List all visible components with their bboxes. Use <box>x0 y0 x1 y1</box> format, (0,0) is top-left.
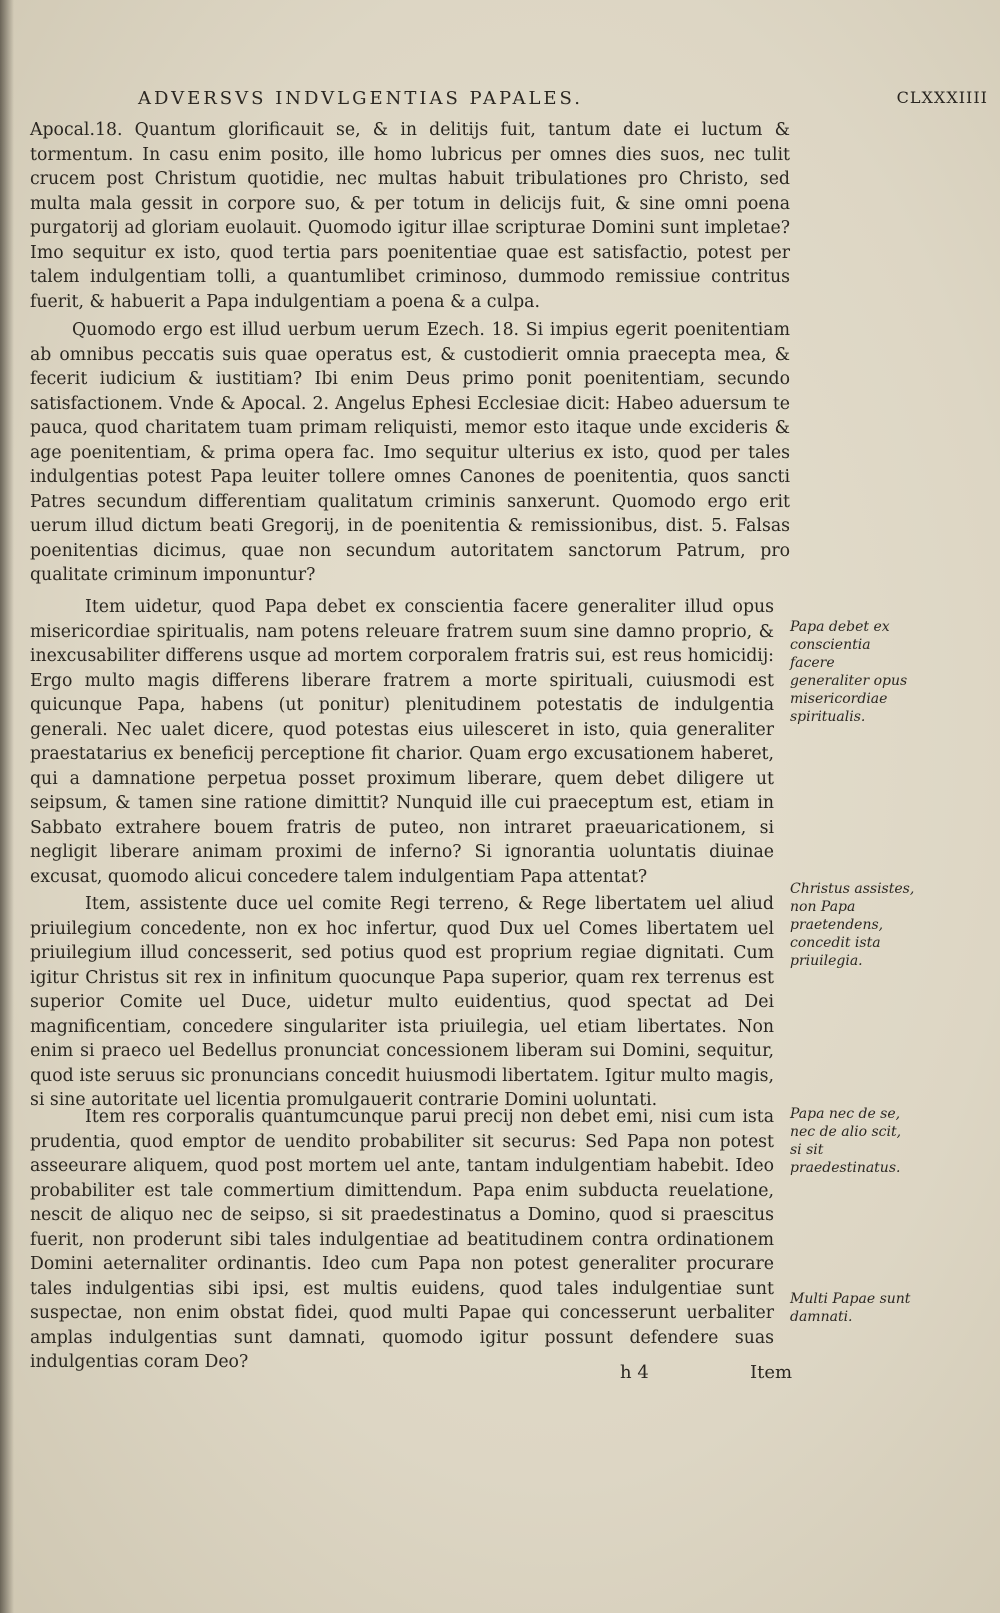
running-head: ADVERSVS INDVLGENTIAS PAPALES. <box>138 88 583 109</box>
page-header <box>138 88 988 116</box>
paragraph-1: Apocal.18. Quantum glorificauit se, & in delitijs fuit, tantum date ei luctum & tormentum. In casu enim posito, ille homo lubricus per omnes dies suos, nec tulit crucem post Christum quotidie, nec multas habuit tribulationes pro Christo, sed multa mala gessit in corpore suo, & per totum in delicijs fuit, & sine omni poena purgatorij ad gloriam euolauit. Quomodo igitur illae scripturae Domini sunt impletae? Imo sequitur ex isto, quod tertia pars poenitentiae quae est satisfactio, potest per talem indulgentiam tolli, a quantumlibet criminoso, dummodo remissiue contritus fuerit, & habuerit a Papa indulgentiam a poena & a culpa. <box>30 120 790 312</box>
binding-shadow <box>0 0 14 1613</box>
folio-number: CLXXXIIII <box>896 88 988 107</box>
catchword: Item <box>750 1362 793 1383</box>
paragraph-2: Quomodo ergo est illud uerbum uerum Ezech. 18. Si impius egerit poenitentiam ab omnibus peccatis suis quae operatus est, & custodierit omnia praecepta mea, & fecerit iudicium & iustitiam? Ibi enim Deus primo ponit poenitentiam, secundo satisfactionem. Vnde & Apocal. 2. Angelus Ephesi Ecclesiae dicit: Habeo aduersum te pauca, quod charitatem tuam primam reliquisti, memor esto itaque unde excideris & age poenitentiam, & prima opera fac. Imo sequitur ulterius ex isto, quod per tales indulgentias potest Papa leuiter tollere omnes Canones de poenitentia, quos sancti Patres secundum differentiam qualitatum criminis sanxerunt. Quomodo ergo erit uerum illud dictum beati Gregorij, in de poenitentia & remissionibus, dist. 5. Falsas poenitentias dicimus, quae non secundum autoritatem sanctorum Patrum, pro qualitate criminum imponuntur? <box>30 320 790 585</box>
marginal-note-2: Christus assistes, non Papa praetendens, concedit ista priuilegia. <box>790 881 915 969</box>
marginal-note-4: Multi Papae sunt damnati. <box>790 1291 911 1325</box>
paragraph-3: Item uidetur, quod Papa debet ex conscientia facere generaliter illud opus misericordiae spiritualis, nam potens releuare fratrem suum sine damno proprio, & inexcusabiliter differens usque ad mortem corporalem fratris sui, est reus homicidij: Ergo multo magis differens liberare fratrem a morte spirituali, cuiusmodi est quicunque Papa, habens (ut ponitur) plenitudinem potestatis de indulgentia generali. Nec ualet dicere, quod potestas eius uilesceret in isto, quia generaliter praestatarius ex beneficij perceptione fit charior. Quam ergo excusationem haberet, qui a damnatione perpetua posset proximum liberare, quem debet diligere ut seipsum, & tamen sine ratione dimittit? Nunquid ille cui praeceptum est, etiam in Sabbato extrahere bouem fratris de puteo, non intraret praeuaricationem, si negligit liberare animam proximi de inferno? Si ignorantia uoluntatis diuinae excusat, quomodo alicui concedere talem indulgentiam Papa attentat? <box>30 597 774 887</box>
paragraph-5: Item res corporalis quantumcunque parui precij non debet emi, nisi cum ista prudentia, quod emptor de uendito probabiliter sit securus: Sed Papa non potest asseeurare aliquem, quod post mortem uel ante, tantam indulgentiam habebit. Ideo probabiliter est tale commertium dimittendum. Papa enim subducta reuelatione, nescit de aliquo nec de seipso, si sit praedestinatus a Domino, quod si praescitus fuerit, non proderunt sibi tales indulgentiae ad beatitudinem contra ordinationem Domini aeternaliter ordinantis. Ideo cum Papa non potest generaliter procurare tales indulgentias sibi ipsi, est multis euidens, quod tales indulgentiae sunt suspectae, non enim obstat fidei, quod multi Papae qui concesserunt uerbaliter amplas indulgentias sunt damnati, quomodo igitur possunt defendere suas indulgentias coram Deo? <box>30 1107 774 1372</box>
paragraph-4: Item, assistente duce uel comite Regi terreno, & Rege libertatem uel aliud priuilegium concedente, non ex hoc infertur, quod Dux uel Comes libertatem uel priuilegium illud concesserit, sed potius quod est proprium regiae dignitati. Cum igitur Christus sit rex in infinitum quocunque Papa superior, quam rex terrenus est superior Comite uel Duce, uidetur multo euidentius, quod spectat ad Dei magnificentiam, concedere singulariter ista priuilegia, uel etiam libertates. Non enim si praeco uel Bedellus pronunciat concessionem liberam sui Domini, sequitur, quod iste seruus sic pronuncians concedit huiusmodi libertatem. Igitur multo magis, si sine autoritate uel licentia promulgauerit contrarie Domini uoluntati. <box>30 894 774 1110</box>
page-footer <box>620 1362 800 1388</box>
signature-mark: h 4 <box>620 1362 649 1383</box>
marginal-note-1: Papa debet ex conscientia facere generaliter opus misericordiae spiritualis. <box>790 619 908 725</box>
marginal-note-3: Papa nec de se, nec de alio scit, si sit praedestinatus. <box>790 1106 902 1176</box>
